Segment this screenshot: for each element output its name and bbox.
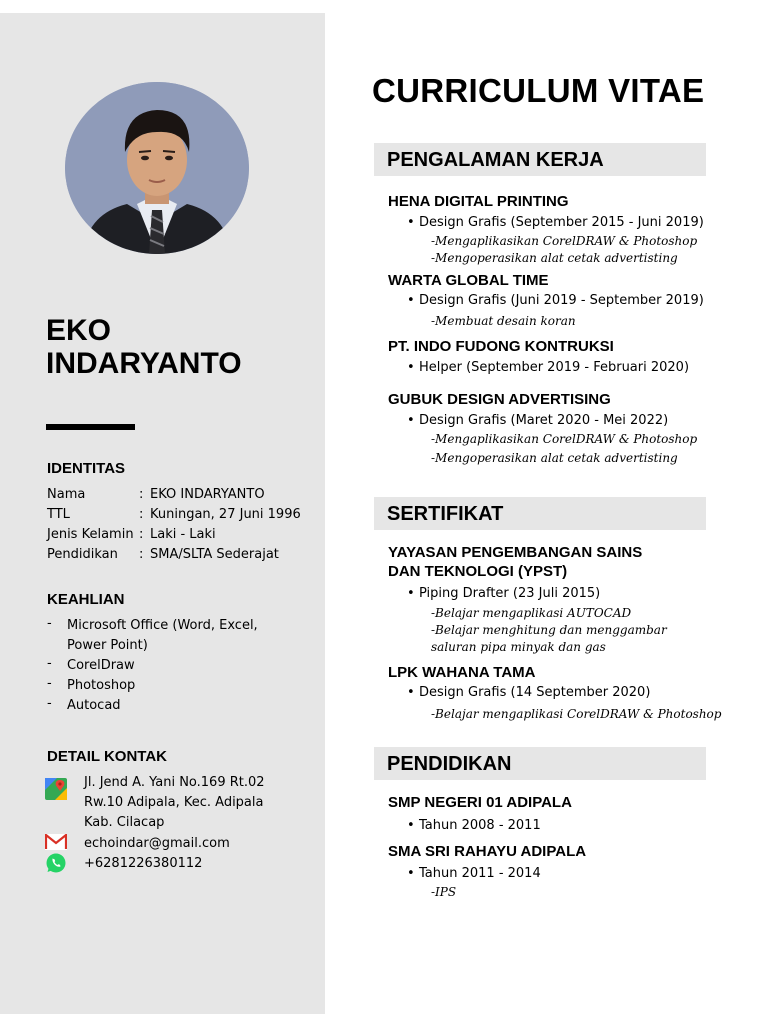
- identitas-key: Nama: [47, 487, 86, 502]
- cert-note: -Belajar mengaplikasi CorelDRAW & Photoshop: [431, 707, 722, 721]
- identitas-value: EKO INDARYANTO: [150, 487, 265, 502]
- cert-org: YAYASAN PENGEMBANGAN SAINS: [388, 544, 643, 561]
- keahlian-heading: KEAHLIAN: [47, 591, 125, 608]
- job-note: -Mengoperasikan alat cetak advertisting: [431, 451, 678, 465]
- job-role: • Design Grafis (Maret 2020 - Mei 2022): [407, 413, 669, 428]
- identitas-key: TTL: [47, 507, 70, 522]
- skill-label: CorelDraw: [67, 658, 135, 673]
- school-name: SMP NEGERI 01 ADIPALA: [388, 794, 572, 811]
- job-org: HENA DIGITAL PRINTING: [388, 193, 569, 210]
- cert-note: -Belajar mengaplikasi AUTOCAD: [431, 606, 632, 620]
- skill-item: - CorelDraw: [47, 656, 277, 676]
- job-org: GUBUK DESIGN ADVERTISING: [388, 391, 611, 408]
- name-line-1: EKO: [46, 314, 112, 347]
- profile-photo: [65, 82, 249, 254]
- cert-role: • Design Grafis (14 September 2020): [407, 685, 651, 700]
- identitas-heading: IDENTITAS: [47, 460, 126, 477]
- identitas-row: [47, 527, 216, 547]
- kontak-heading: DETAIL KONTAK: [47, 748, 167, 765]
- identitas-row: [47, 487, 265, 507]
- cert-note: -Belajar menghitung dan menggambar: [431, 623, 667, 637]
- section-pengalaman: [374, 143, 706, 176]
- identitas-key: Jenis Kelamin: [47, 527, 134, 542]
- school-name: SMA SRI RAHAYU ADIPALA: [388, 843, 587, 860]
- section-pendidikan: [374, 747, 706, 780]
- job-note: -Membuat desain koran: [431, 314, 576, 328]
- email-address[interactable]: echoindar@gmail.com: [84, 836, 230, 851]
- identitas-value: Kuningan, 27 Juni 1996: [150, 507, 301, 522]
- identitas-row: [47, 507, 301, 527]
- job-role: • Design Grafis (Juni 2019 - September 2019): [407, 293, 704, 308]
- skill-item: - Microsoft Office (Word, Excel, Power Point): [47, 616, 277, 656]
- phone-number[interactable]: +6281226380112: [84, 856, 203, 871]
- cert-note: saluran pipa minyak dan gas: [431, 640, 606, 654]
- skill-label: Microsoft Office (Word, Excel, Power Point): [67, 618, 258, 653]
- job-org: WARTA GLOBAL TIME: [388, 272, 549, 289]
- identitas-sep: :: [139, 507, 144, 522]
- school-note: -IPS: [431, 885, 457, 899]
- section-heading: PENGALAMAN KERJA: [387, 149, 604, 171]
- section-sertifikat: [374, 497, 706, 530]
- name-divider: [46, 424, 135, 430]
- identitas-value: Laki - Laki: [150, 527, 216, 542]
- identitas-sep: :: [139, 547, 144, 562]
- job-role: • Helper (September 2019 - Februari 2020): [407, 360, 690, 375]
- address-line: Rw.10 Adipala, Kec. Adipala: [84, 795, 264, 810]
- job-org: PT. INDO FUDONG KONTRUKSI: [388, 338, 614, 355]
- school-years: • Tahun 2008 - 2011: [407, 818, 541, 833]
- cert-org: LPK WAHANA TAMA: [388, 664, 536, 681]
- name-line-2: INDARYANTO: [46, 347, 242, 380]
- google-maps-icon: [45, 778, 67, 805]
- job-note: -Mengaplikasikan CorelDRAW & Photoshop: [431, 432, 698, 446]
- skill-label: Autocad: [67, 698, 121, 713]
- section-heading: SERTIFIKAT: [387, 503, 504, 525]
- skill-item: - Photoshop: [47, 676, 277, 696]
- cert-org: DAN TEKNOLOGI (YPST): [388, 563, 568, 580]
- cert-role: • Piping Drafter (23 Juli 2015): [407, 586, 601, 601]
- address-block: [84, 773, 265, 833]
- job-note: -Mengoperasikan alat cetak advertisting: [431, 251, 678, 265]
- school-years: • Tahun 2011 - 2014: [407, 866, 541, 881]
- section-heading: PENDIDIKAN: [387, 753, 512, 775]
- page-title: CURRICULUM VITAE: [372, 72, 705, 109]
- whatsapp-icon: [45, 852, 67, 879]
- identitas-key: Pendidikan: [47, 547, 118, 562]
- address-line: Jl. Jend A. Yani No.169 Rt.02: [84, 775, 265, 790]
- skill-label: Photoshop: [67, 678, 136, 693]
- identitas-value: SMA/SLTA Sederajat: [150, 547, 279, 562]
- identitas-sep: :: [139, 527, 144, 542]
- identitas-row: [47, 547, 279, 567]
- full-name: [46, 314, 242, 380]
- job-note: -Mengaplikasikan CorelDRAW & Photoshop: [431, 234, 698, 248]
- identitas-sep: :: [139, 487, 144, 502]
- skill-item: - Autocad: [47, 696, 277, 716]
- address-line: Kab. Cilacap: [84, 815, 165, 830]
- job-role: • Design Grafis (September 2015 - Juni 2019): [407, 215, 704, 230]
